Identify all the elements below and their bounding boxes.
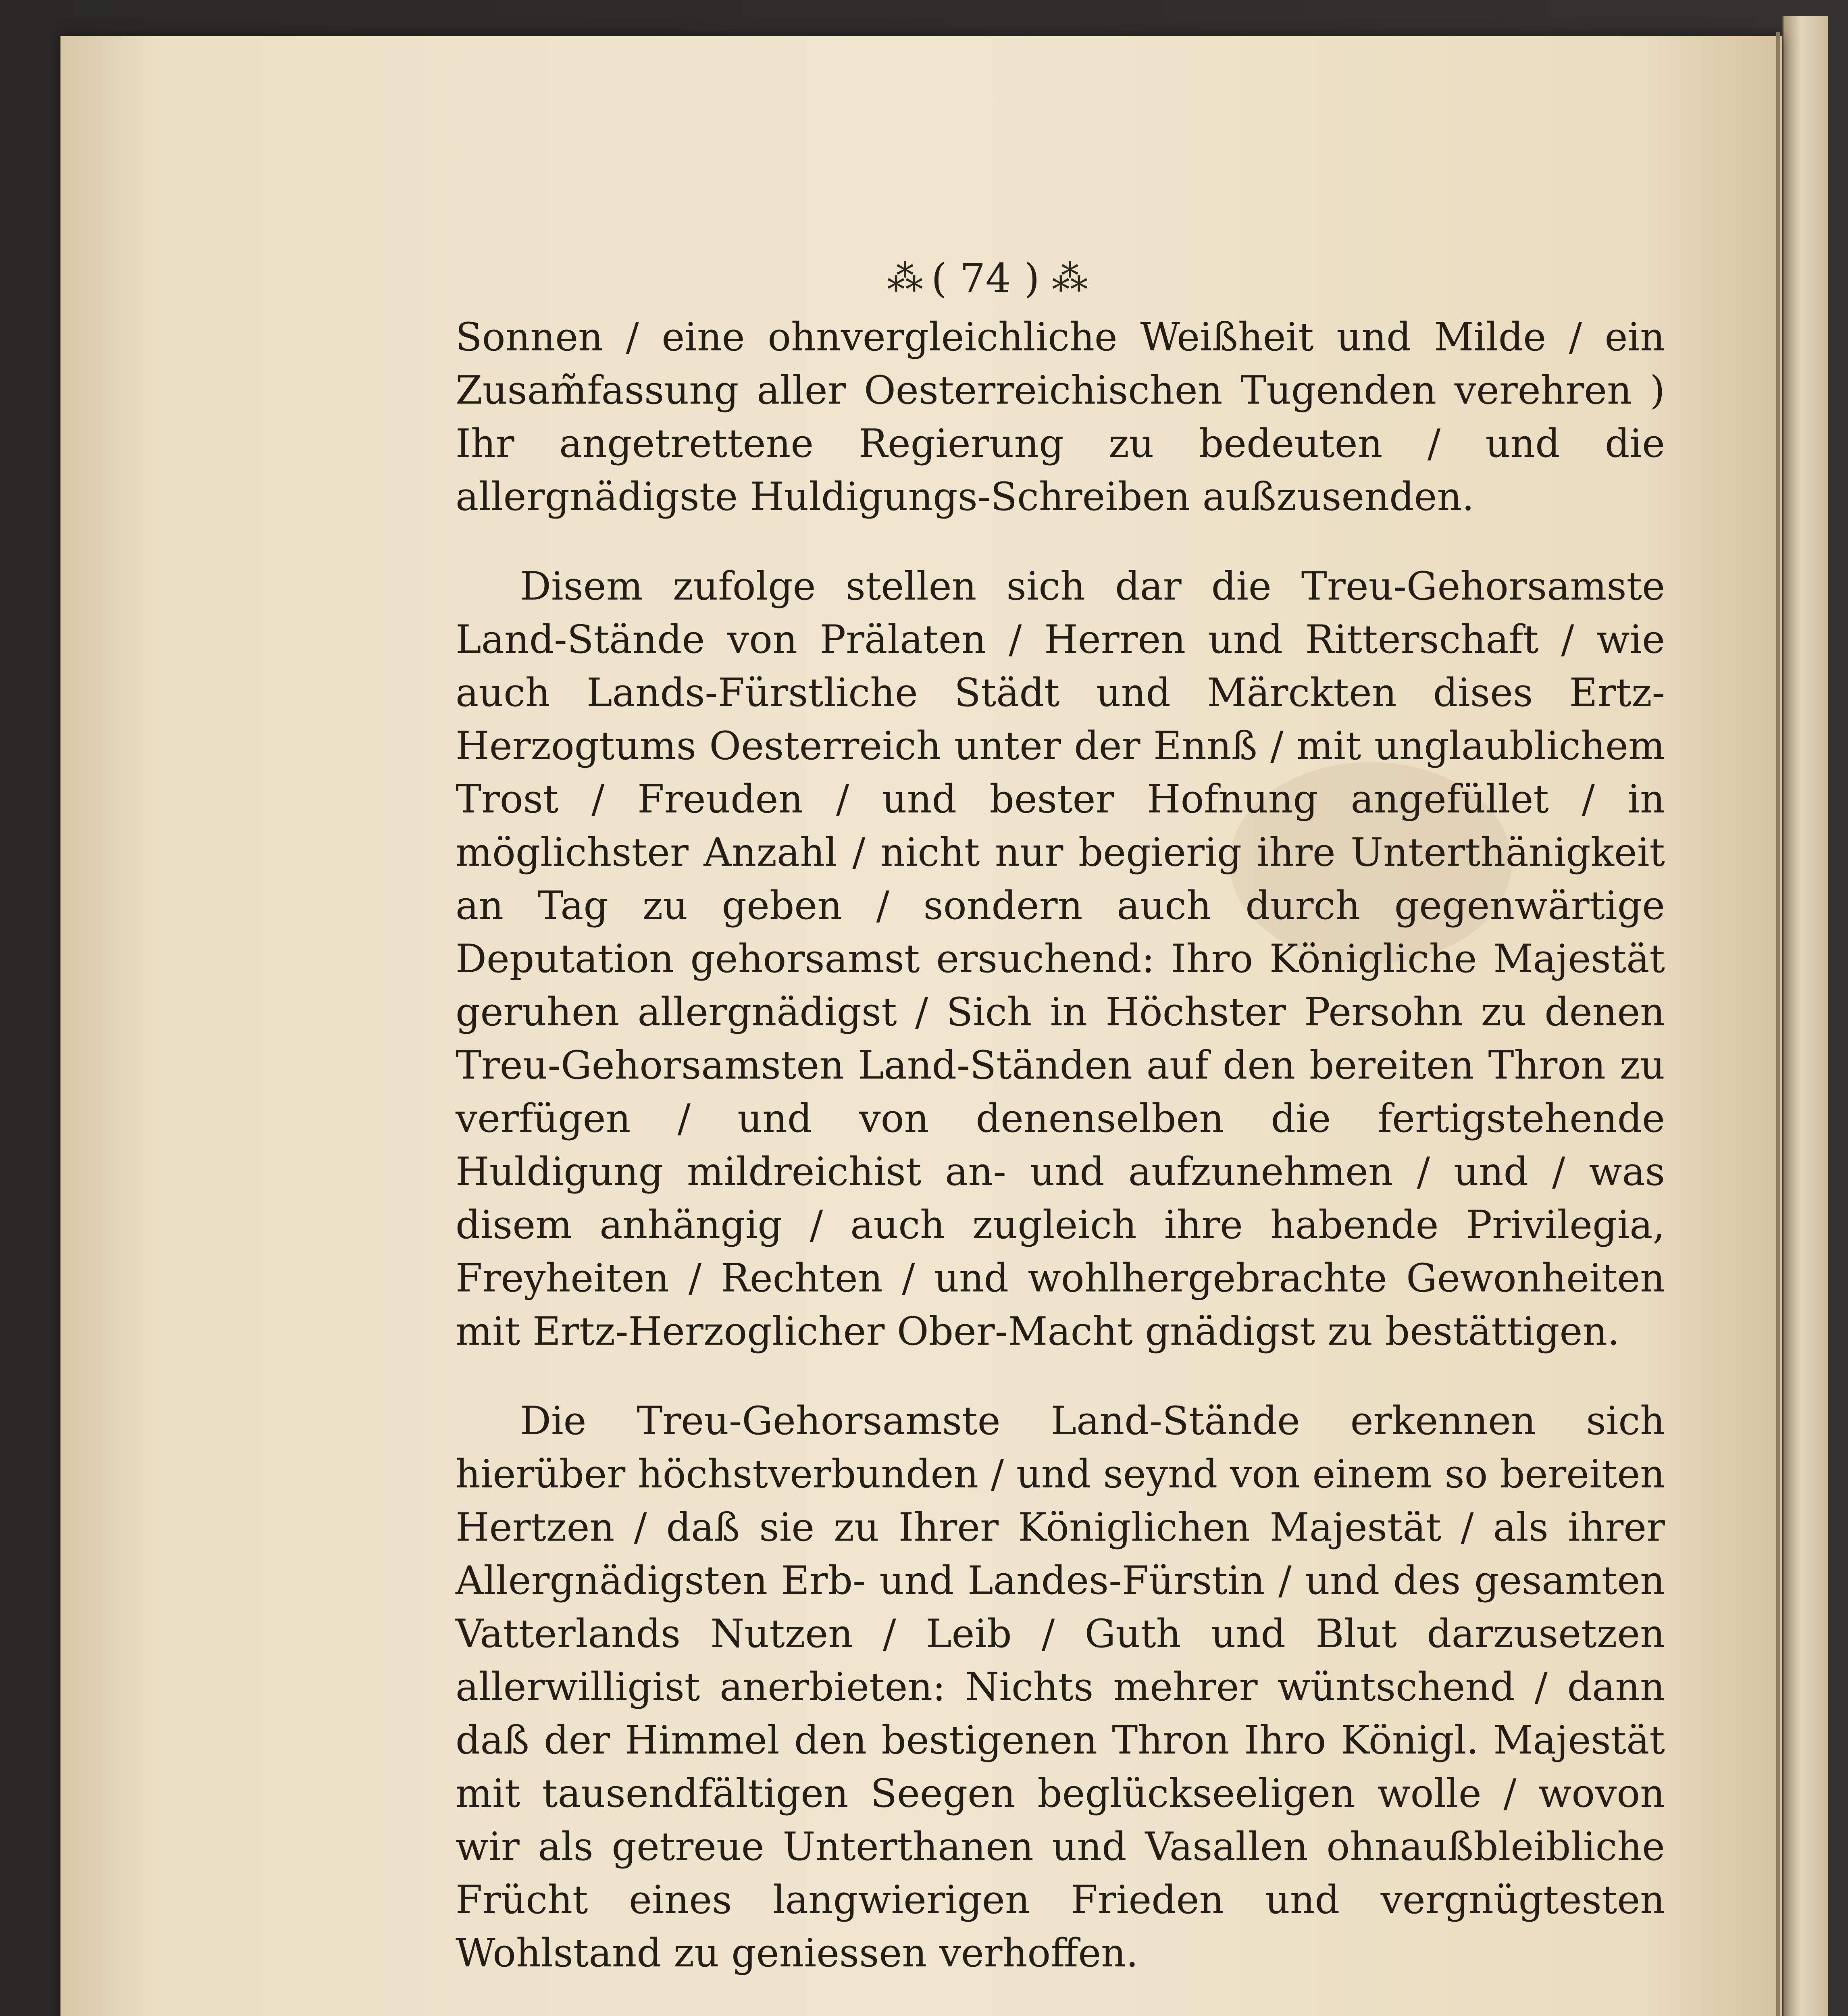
page-gutter (1776, 32, 1780, 2016)
page-number: ( 74 ) (931, 254, 1040, 302)
right-ornament-icon: ⁂ (1051, 257, 1084, 300)
page-body (456, 310, 1665, 2016)
next-page-edge (1782, 16, 1828, 2016)
paragraph: Sonnen / eine ohnvergleichliche Weißheit und Milde / ein Zusam̃fassung aller Oesterreichischen Tugenden verehren ) Ihr angetrettene Regierung zu bedeuten / und die allergnädigste Huldigungs-Schreiben außzusenden. (456, 314, 1665, 519)
left-ornament-icon: ⁂ (887, 257, 919, 300)
paragraph: Die Treu-Gehorsamste Land-Stände erkennen sich hierüber höchstverbunden / und seynd von einem so bereiten Hertzen / daß sie zu Ihrer Königlichen Majestät / als ihrer Allergnädigsten Erb- und Landes-Fürstin / und des gesamten Vatterlands Nutzen / Leib / Guth und Blut darzusetzen allerwilligist anerbieten: Nichts mehrer wüntschend / dann daß der Himmel den bestigenen Thron Ihro Königl. Majestät mit tausendfältigen Seegen beglückseeligen wolle / wovon wir als getreue Unterthanen und Vasallen ohnaußbleibliche Frücht eines langwierigen Frieden und vergnügtesten Wohlstand zu geniessen verhoffen. (456, 1398, 1665, 1976)
paragraph: Disem zufolge stellen sich dar die Treu-Gehorsamste Land-Stände von Prälaten / Herren und Ritterschaft / wie auch Lands-Fürstliche Städt und Märckten dises Ertz-Herzogtums Oesterreich unter der Ennß / mit unglaublichem Trost / Freuden / und bester Hofnung angefüllet / in möglichster Anzahl / nicht nur begierig ihre Unterthänigkeit an Tag zu geben / sondern auch durch gegenwärtige Deputation gehorsamst ersuchend: Ihro Königliche Majestät geruhen allergnädigst / Sich in Höchster Persohn zu denen Treu-Gehorsamsten Land-Ständen auf den bereiten Thron zu verfügen / und von denenselben die fertigstehende Huldigung mildreichist an- und aufzunehmen / und / was disem anhängig / auch zugleich ihre habende Privilegia, Freyheiten / Rechten / und wohlhergebrachte Gewonheiten mit Ertz-Herzoglicher Ober-Macht gnädigst zu bestättigen. (456, 564, 1665, 1354)
page-header (887, 250, 1250, 306)
